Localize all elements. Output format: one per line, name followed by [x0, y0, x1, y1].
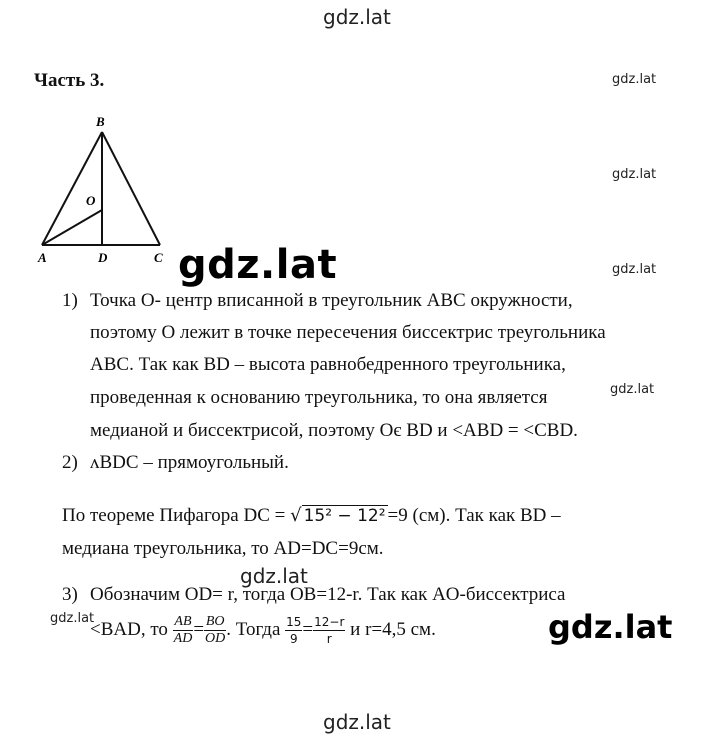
- frac1-numerator: AB: [174, 614, 192, 629]
- item1-line5: медианой и биссектрисой, поэтому Оє BD и <ABD = <CBD.: [90, 420, 578, 441]
- item1-text-1: Точка О- центр вписанной в треугольник АВС окружности,: [90, 290, 573, 311]
- triangle-figure: [30, 112, 180, 267]
- item3-number: 3): [62, 584, 78, 605]
- equals-sign-2: =: [302, 618, 314, 640]
- pythagoras-pre: По теореме Пифагора DC =: [62, 505, 291, 526]
- equals-sign: =: [193, 618, 205, 640]
- item3-pre: <BAD, то: [90, 618, 173, 640]
- pythagoras-line1: [62, 505, 561, 527]
- label-o: O: [86, 193, 96, 208]
- item2-number: 2): [62, 452, 78, 473]
- frac4-denominator: r: [326, 632, 332, 646]
- item3-line1: [62, 584, 566, 606]
- frac1-denominator: AD: [173, 631, 193, 646]
- item1-number: 1): [62, 290, 78, 311]
- label-a: A: [38, 250, 47, 265]
- item1-line3: АВС. Так как BD – высота равнобедренного треугольника,: [90, 354, 566, 375]
- item3-text-1: Обозначим OD= r, тогда OB=12-r. Так как AO-биссектриса: [90, 584, 566, 605]
- label-b: B: [96, 114, 105, 129]
- frac4-numerator: 12−r: [314, 615, 345, 629]
- frac3-numerator: 15: [286, 615, 302, 629]
- item3-line2: [90, 614, 436, 647]
- watermark-right-inline: gdz.lat: [610, 382, 655, 397]
- side-bc: [102, 132, 160, 245]
- watermark-bottom: gdz.lat: [323, 710, 391, 734]
- watermark-right-3: gdz.lat: [612, 262, 657, 277]
- fraction-15-9: [285, 614, 302, 647]
- sqrt-expression: √ 15² − 12²: [290, 505, 386, 526]
- item1-line2: поэтому О лежит в точке пересечения биссектрис треугольника: [90, 322, 606, 343]
- item1-line4: проведенная к основанию треугольника, то она является: [90, 387, 548, 408]
- label-c: C: [154, 250, 163, 265]
- fraction-bo-od: [204, 614, 226, 647]
- frac3-denominator: 9: [289, 632, 298, 646]
- pythagoras-line2: медиана треугольника, то AD=DC=9см.: [62, 538, 384, 559]
- sqrt-radicand: 15² − 12²: [303, 506, 386, 526]
- fraction-12r-r: [313, 614, 345, 647]
- watermark-big-right: gdz.lat: [548, 608, 673, 646]
- fraction-ab-ad: [173, 614, 194, 647]
- watermark-right-1: gdz.lat: [612, 72, 657, 87]
- pythagoras-post: =9 (см). Так как BD –: [387, 505, 561, 526]
- item3-end: и r=4,5 см.: [345, 618, 436, 640]
- watermark-left-inline: gdz.lat: [50, 611, 95, 626]
- item3-mid: . Тогда: [226, 618, 286, 640]
- label-d: D: [98, 250, 108, 265]
- watermark-top: gdz.lat: [323, 5, 391, 29]
- watermark-mid-inline: gdz.lat: [240, 564, 308, 588]
- item1-line1: [62, 290, 573, 312]
- watermark-big-center: gdz.lat: [178, 242, 338, 288]
- section-heading: Часть 3.: [34, 70, 105, 91]
- watermark-right-2: gdz.lat: [612, 167, 657, 182]
- frac2-denominator: OD: [205, 631, 226, 646]
- item2-line: [62, 452, 289, 474]
- item2-text: ʌBDC – прямоугольный.: [90, 452, 289, 473]
- frac2-numerator: BO: [205, 614, 225, 629]
